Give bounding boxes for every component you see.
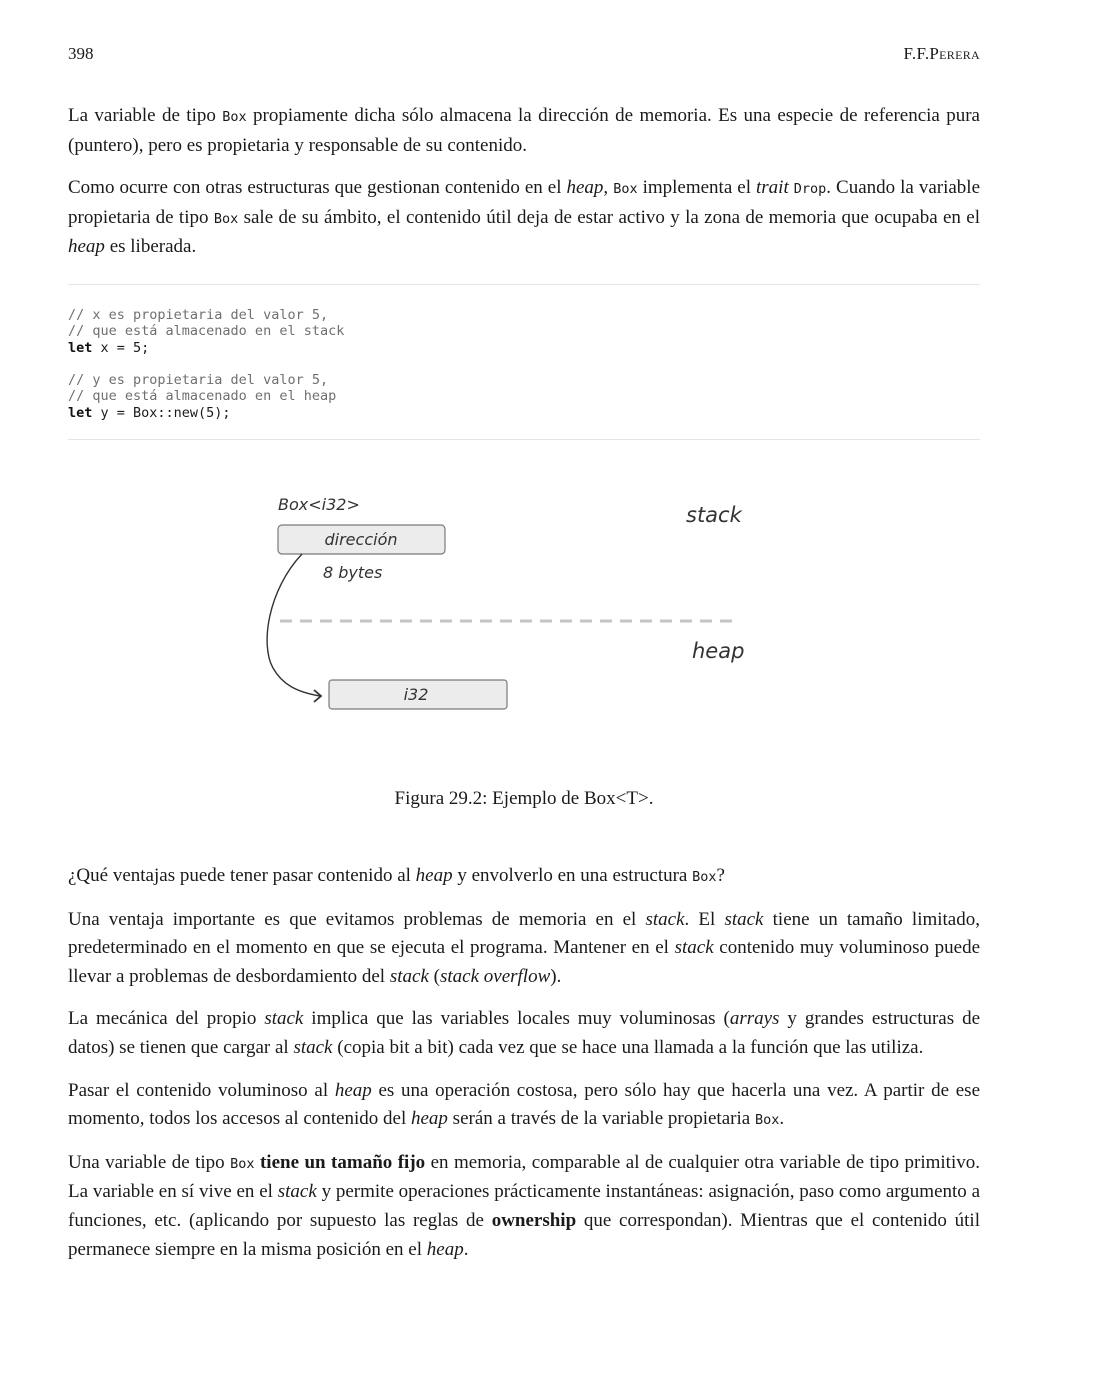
paragraph-fixed-size: Una variable de tipo Box tiene un tamaño fijo en memoria, comparable al de cualquier otra variable de tipo primitivo. La variable en sí vive en el stack y permite operaciones prácticamente instantáneas: asignación, paso como argumento a funciones, etc. (aplicando por supuesto las reglas de ownership que correspondan). Mientras que el contenido útil permanece siempre en la misma posición en el heap.	[68, 1151, 981, 1260]
code-statement: let y = Box::new(5);	[68, 404, 231, 421]
paragraph-heap-cost: Pasar el contenido voluminoso al heap es una operación costosa, pero sólo hay que hacerla una vez. A partir de ese momento, todos los accesos al contenido del heap serán a través de la variable propietaria Box.	[68, 1079, 981, 1130]
code-comment: // y es propietaria del valor 5,	[68, 372, 329, 389]
paragraph-box-reference: La variable de tipo Box propiamente dicha sólo almacena la dirección de memoria. Es una especie de referencia pura (puntero), pero es propietaria y responsable de su contenido.	[68, 105, 980, 156]
address-label: dirección	[324, 529, 398, 549]
code-comment: // x es propietaria del valor 5,	[68, 306, 329, 323]
heap-label: heap	[692, 638, 745, 663]
page-body	[68, 102, 980, 1278]
figure-caption: Figura 29.2: Ejemplo de Box<T>.	[394, 787, 654, 809]
paragraph-stack-limit: Una ventaja importante es que evitamos problemas de memoria en el stack. El stack tiene un tamaño limitado, predeterminado en el momento en que se ejecuta el programa. Mantener en el stack contenido muy voluminoso puede llevar a problemas de desbordamiento del stack (stack overflow).	[68, 908, 980, 987]
stack-label: stack	[686, 502, 742, 527]
heap-value-label: i32	[403, 684, 429, 704]
code-blank-line	[68, 356, 980, 372]
paragraph-box-drop: Como ocurre con otras estructuras que gestionan contenido en el heap, Box implementa el trait Drop. Cuando la variable propietaria de tipo Box sale de su ámbito, el contenido útil deja de estar activo y la zona de memoria que ocupaba en el heap es liberada.	[68, 177, 981, 258]
code-comment: // que está almacenado en el stack	[68, 323, 345, 340]
paragraph-question: ¿Qué ventajas puede tener pasar contenido al heap y envolverlo en una estructura Box?	[68, 864, 725, 886]
running-author: F.F.Perera	[903, 44, 980, 63]
box-memory-diagram	[68, 440, 980, 780]
code-comment: // que está almacenado en el heap	[68, 388, 337, 405]
size-label: 8 bytes	[323, 562, 383, 582]
page-number: 398	[68, 44, 94, 63]
box-diagram-figure	[68, 440, 980, 780]
paragraph-stack-mechanics: La mecánica del propio stack implica que las variables locales muy voluminosas (arrays y grandes estructuras de datos) se tienen que cargar al stack (copia bit a bit) cada vez que se hace una llamada a la función que las utiliza.	[68, 1008, 980, 1058]
box-type-label: Box<i32>	[278, 494, 360, 514]
pointer-arrow	[267, 554, 320, 696]
code-listing	[68, 284, 980, 440]
code-statement: let x = 5;	[68, 339, 150, 356]
page-header	[68, 44, 980, 64]
